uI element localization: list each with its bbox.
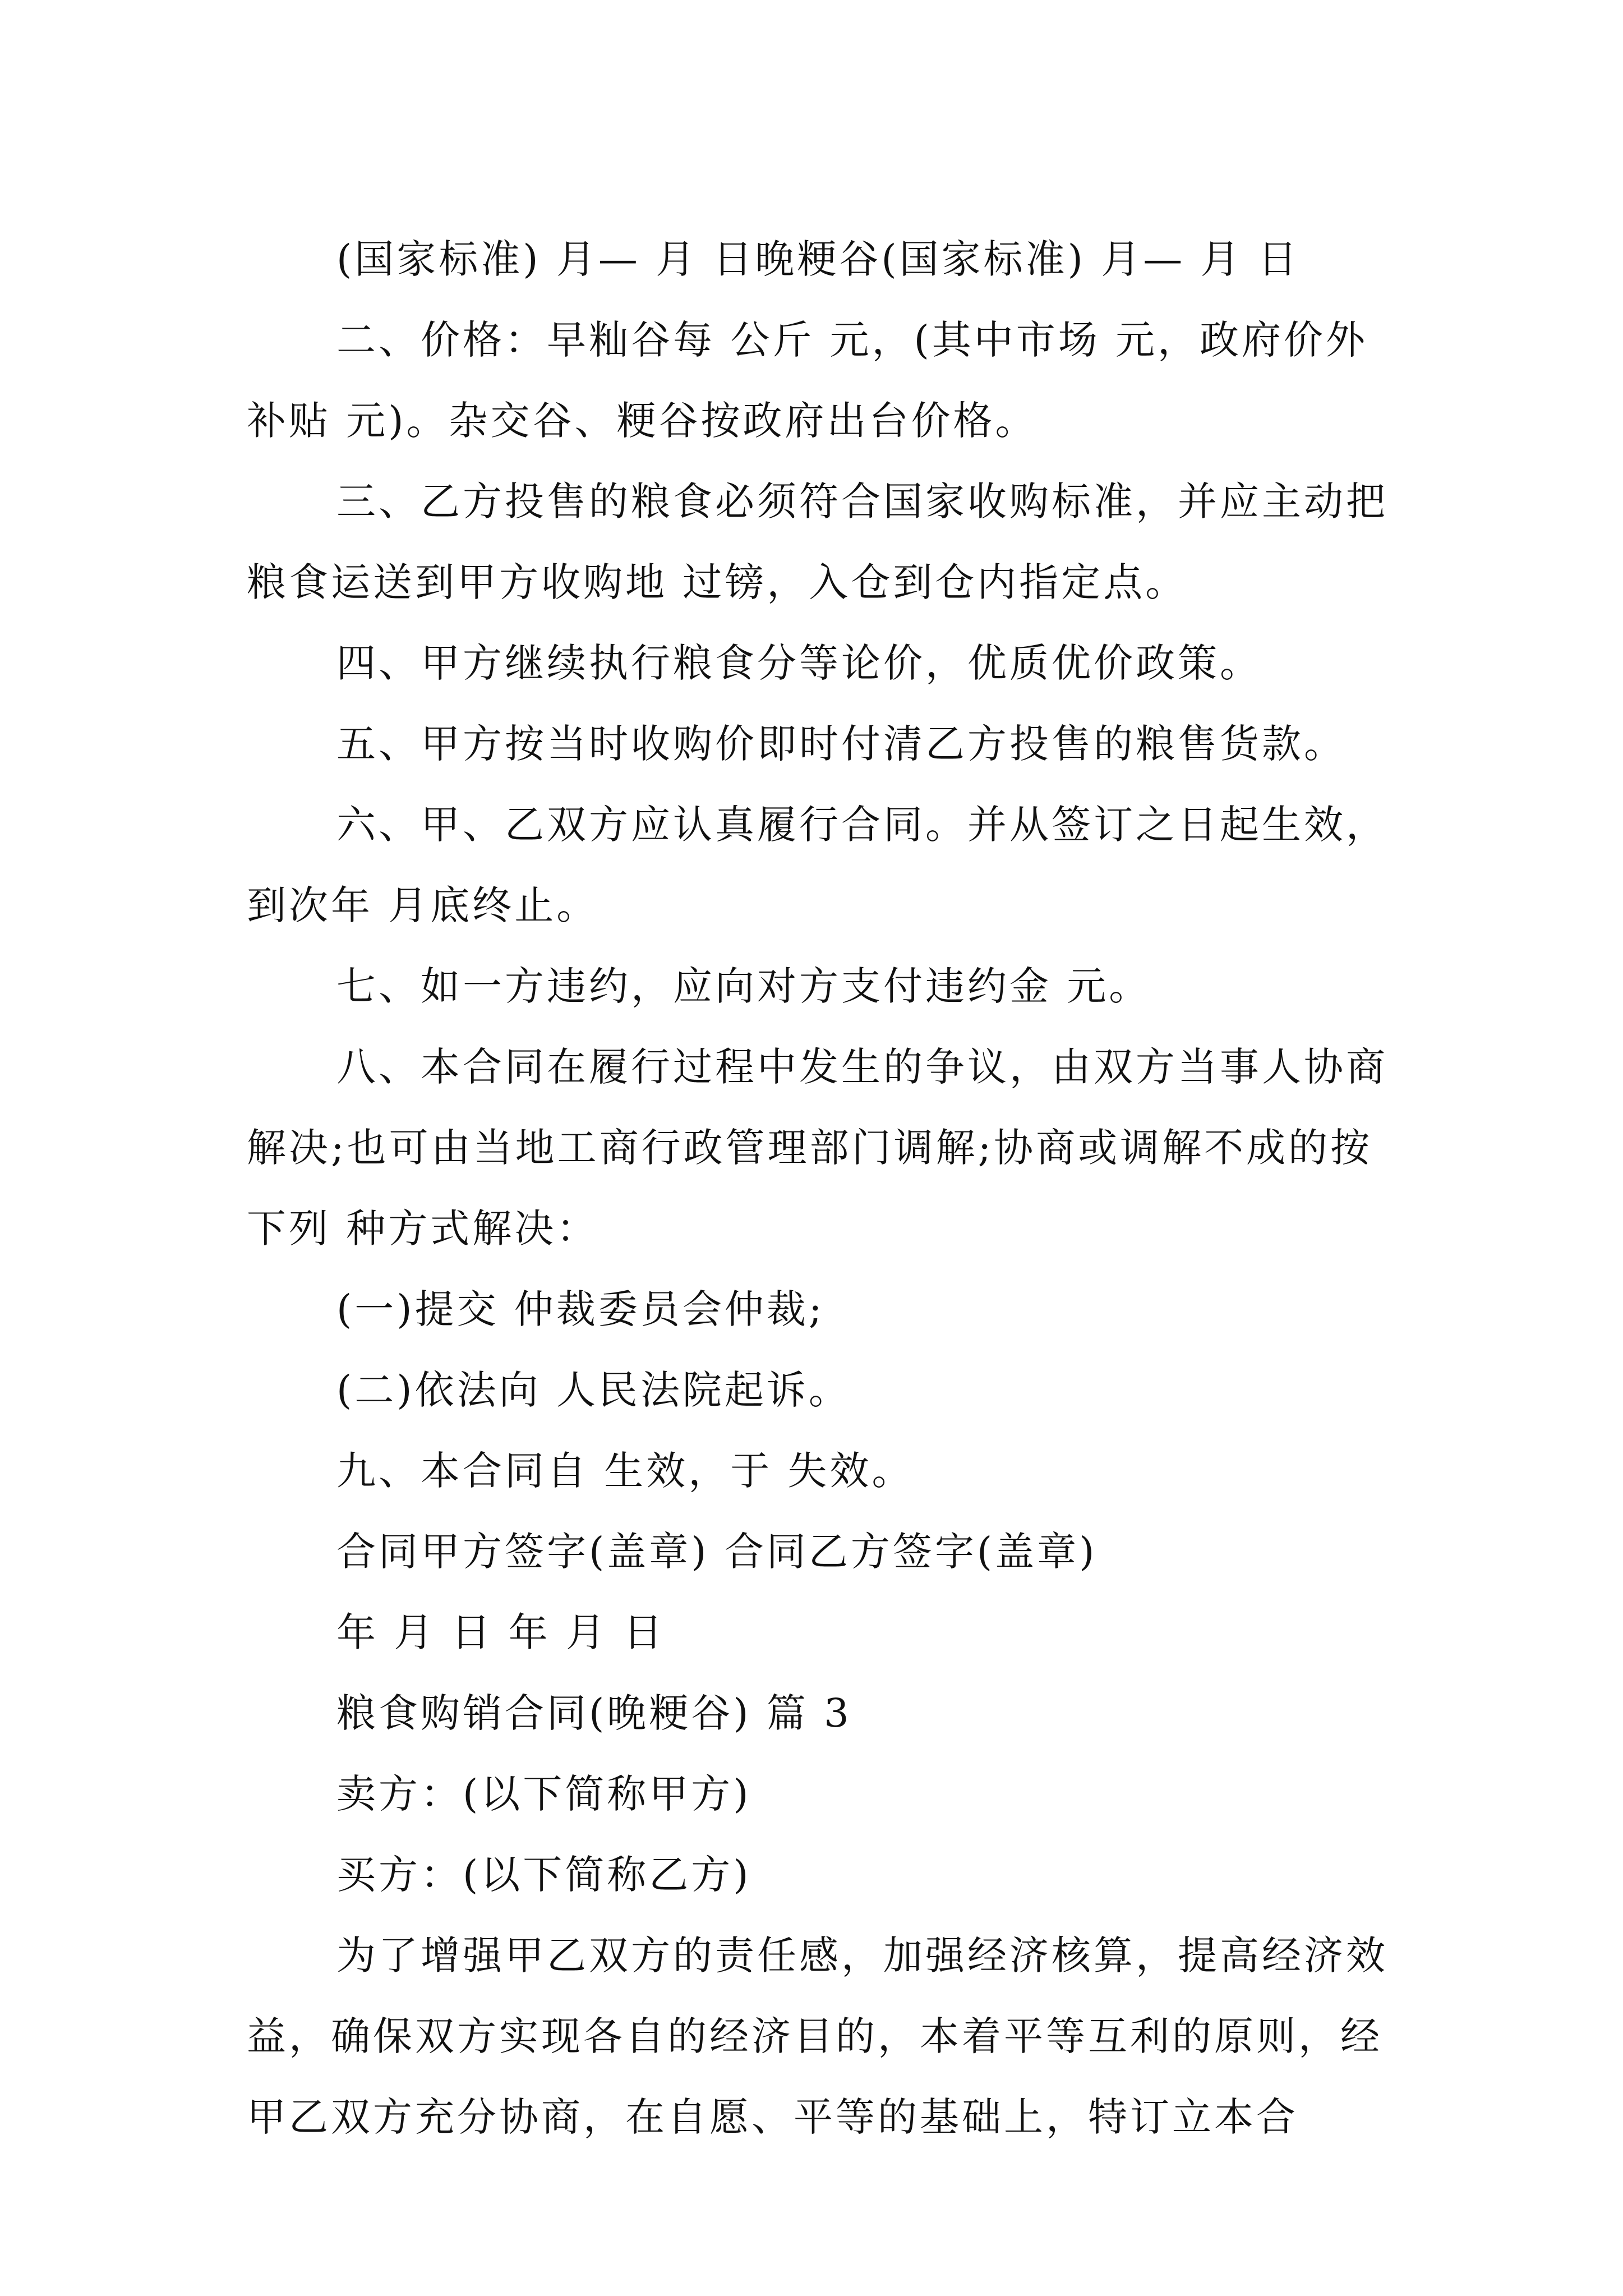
buyer-line: 买方：(以下简称乙方) [336,1852,751,1898]
paragraph-clause-8-disputes: 八、本合同在履行过程中发生的争议，由双方当事人协商解决;也可由当地工商行政管理部门调解;协商或调解不成的按下列 种方式解决： [247,1044,1388,1251]
date-line: 年 月 日 年 月 日 [336,1609,666,1655]
paragraph-dispute-option-1: (一)提交 仲裁委员会仲裁; [336,1286,825,1332]
paragraph-clause-9-validity: 九、本合同自 生效，于 失效。 [336,1448,914,1494]
document-body [247,219,1391,2157]
signature-line: 合同甲方签字(盖章) 合同乙方签字(盖章) [336,1529,1098,1575]
paragraph-clause-6-term: 六、甲、乙双方应认真履行合同。并从签订之日起生效，到次年 月底终止。 [247,802,1388,928]
paragraph-clause-4-grading: 四、甲方继续执行粮食分等论价，优质优价政策。 [336,640,1262,686]
paragraph-grain-standards: (国家标准) 月— 月 日晚粳谷(国家标准) 月— 月 日 [336,236,1300,282]
paragraph-dispute-option-2: (二)依法向 人民法院起诉。 [336,1367,851,1413]
paragraph-clause-3-quality: 三、乙方投售的粮食必须符合国家收购标准，并应主动把粮食运送到甲方收购地 过镑，入仓到仓内指定点。 [247,478,1388,605]
paragraph-clause-5-payment: 五、甲方按当时收购价即时付清乙方投售的粮售货款。 [336,721,1346,767]
paragraph-clause-7-penalty: 七、如一方违约，应向对方支付违约金 元。 [336,963,1151,1009]
section-title-contract-3: 粮食购销合同(晚粳谷) 篇 3 [336,1690,852,1736]
paragraph-preamble: 为了增强甲乙双方的责任感，加强经济核算，提高经济效益，确保双方实现各自的经济目的，本着平等互利的原则，经甲乙双方充分协商，在自愿、平等的基础上，特订立本合 [247,1932,1388,2140]
paragraph-clause-2-price: 二、价格：早籼谷每 公斤 元，(其中市场 元，政府价外补贴 元)。杂交谷、粳谷按政府出台价格。 [247,317,1368,444]
seller-line: 卖方：(以下简称甲方) [336,1771,751,1817]
